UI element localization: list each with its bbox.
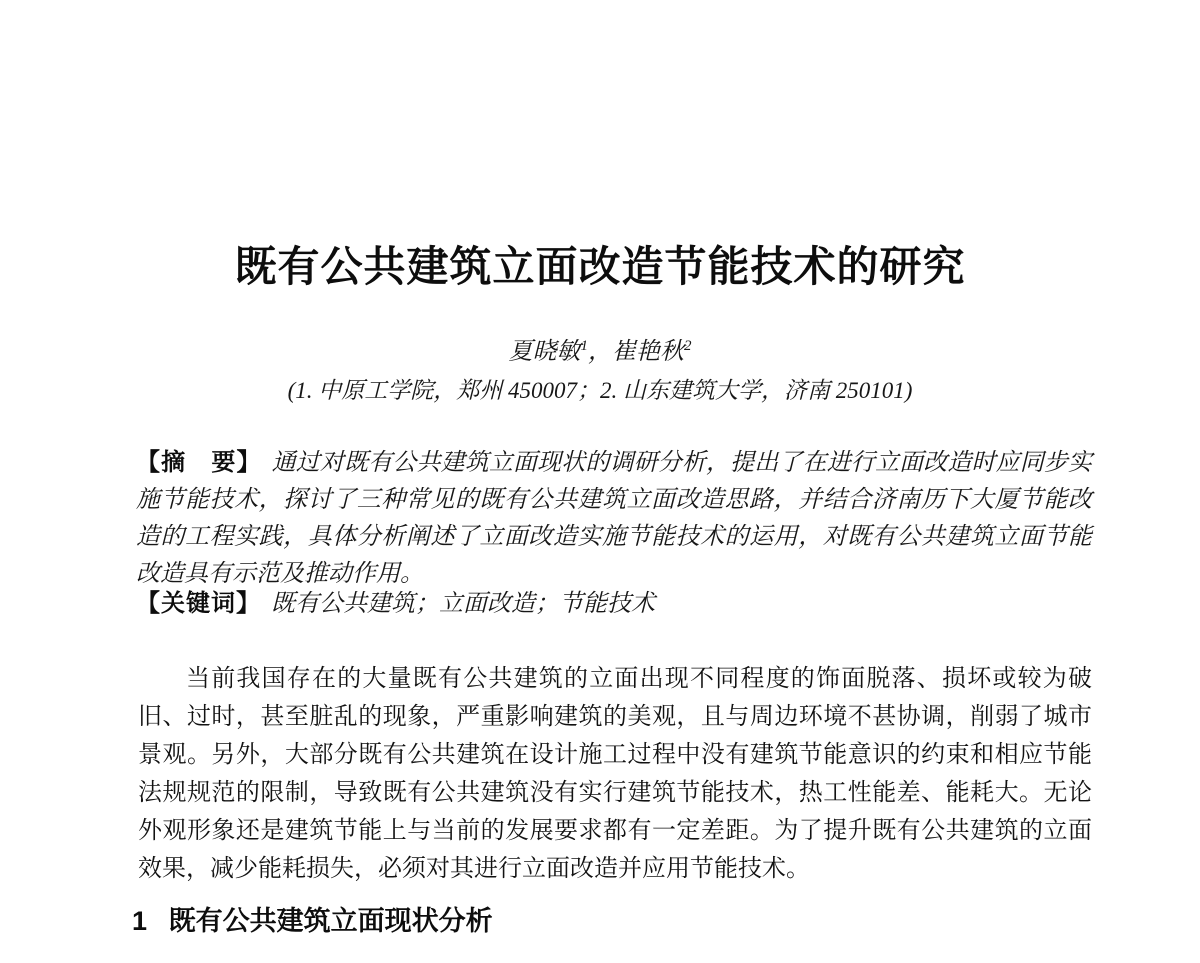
authors-separator: ， (588, 339, 612, 365)
section-number: 1 (132, 906, 148, 936)
paper-title: 既有公共建筑立面改造节能技术的研究 (234, 245, 966, 291)
section-title: 既有公共建筑立面现状分析 (168, 906, 493, 936)
abstract-paragraph (136, 444, 1092, 593)
keywords-text: 既有公共建筑；立面改造；节能技术 (271, 591, 655, 617)
author-1-name: 夏晓敏 (508, 339, 581, 365)
abstract-text: 通过对既有公共建筑立面现状的调研分析，提出了在进行立面改造时应同步实施节能技术，探讨了三种常见的既有公共建筑立面改造思路，并结合济南历下大厦节能改造的工程实践，具体分析阐述了立面改造实施节能技术的运用，对既有公共建筑立面节能改造具有示范及推动作用。 (136, 450, 1093, 587)
keywords-line (136, 585, 1092, 623)
author-2-superscript: 2 (684, 338, 692, 354)
author-2 (612, 339, 692, 365)
affiliation-line: (1. 中原工学院，郑州 450007；2. 山东建筑大学，济南 250101) (287, 378, 913, 403)
author-1-superscript: 1 (580, 338, 588, 354)
author-2-name: 崔艳秋 (612, 339, 684, 365)
author-1 (509, 339, 589, 365)
authors-line (0, 331, 1200, 366)
abstract-label: 【摘 要】 (136, 449, 262, 476)
section-heading (132, 899, 493, 938)
keywords-label: 【关键词】 (136, 590, 261, 617)
body-paragraph: 当前我国存在的大量既有公共建筑的立面出现不同程度的饰面脱落、损坏或较为破旧、过时，甚至脏乱的现象，严重影响建筑的美观，且与周边环境不甚协调，削弱了城市景观。另外，大部分既有公共建筑在设计施工过程中没有建筑节能意识的约束和相应节能法规规范的限制，导致既有公共建筑没有实行建筑节能技术，热工性能差、能耗大。无论外观形象还是建筑节能上与当前的发展要求都有一定差距。为了提升既有公共建筑的立面效果，减少能耗损失，必须对其进行立面改造并应用节能技术。 (138, 666, 1092, 882)
